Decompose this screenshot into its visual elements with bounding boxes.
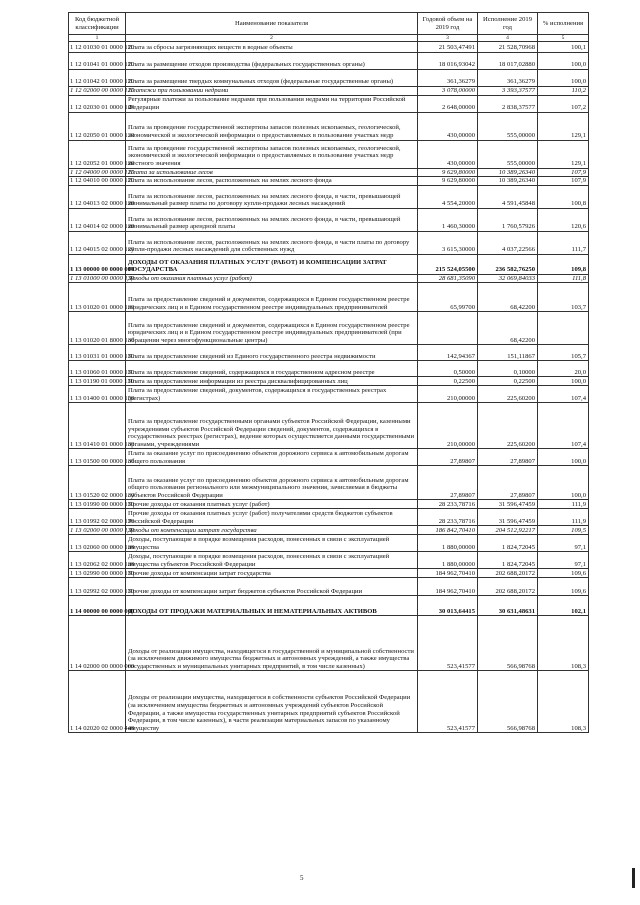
page-number: 5 <box>300 874 304 882</box>
annual-plan-cell: 2 648,00000 <box>418 95 478 112</box>
table-row <box>69 168 589 177</box>
annual-plan-cell: 1 460,30000 <box>418 208 478 231</box>
table-row <box>69 535 589 552</box>
indicator-name-cell: Плата за проведение государственной экспертизы запасов полезных ископаемых, геологической, экономической и экологической информации о предоставляемых в пользование участках недр <box>126 112 418 140</box>
column-index: 4 <box>478 35 538 42</box>
annual-plan-cell: 210,00000 <box>418 386 478 403</box>
annual-plan-cell: 1 880,00000 <box>418 552 478 569</box>
execution-cell: 31 596,47459 <box>478 509 538 526</box>
table-row <box>69 526 589 535</box>
indicator-name-cell: ДОХОДЫ ОТ ОКАЗАНИЯ ПЛАТНЫХ УСЛУГ (РАБОТ) И КОМПЕНСАЦИИ ЗАТРАТ ГОСУДАРСТВА <box>126 254 418 274</box>
budget-code-cell: 1 13 01031 01 0000 130 <box>69 345 126 361</box>
budget-code-cell: 1 13 01060 01 0000 130 <box>69 361 126 377</box>
annual-plan-cell: 28 233,78716 <box>418 500 478 509</box>
table-row <box>69 312 589 345</box>
table-row <box>69 466 589 500</box>
indicator-name-cell: Плата за размещение твердых коммунальных отходов (федеральные государственные органы) <box>126 70 418 87</box>
annual-plan-cell: 4 554,20000 <box>418 185 478 208</box>
execution-percent-cell <box>538 312 589 345</box>
table-row <box>69 112 589 140</box>
execution-cell: 361,36279 <box>478 70 538 87</box>
column-index: 5 <box>538 35 589 42</box>
execution-cell: 18 017,02880 <box>478 53 538 70</box>
execution-cell: 151,11867 <box>478 345 538 361</box>
budget-code-cell: 1 13 01000 00 0000 130 <box>70 274 135 282</box>
execution-percent-cell: 111,8 <box>538 274 589 283</box>
execution-percent-cell: 129,1 <box>538 112 589 140</box>
budget-code-cell: 1 13 02062 02 0000 130 <box>69 552 126 569</box>
execution-cell: 1 824,72045 <box>478 552 538 569</box>
annual-plan-cell: 18 016,93042 <box>418 53 478 70</box>
table-row <box>69 70 589 87</box>
scan-edge-mark <box>632 868 635 888</box>
annual-plan-cell: 142,94367 <box>418 345 478 361</box>
table-row <box>69 53 589 70</box>
execution-percent-cell: 108,3 <box>538 671 589 733</box>
execution-cell: 0,10000 <box>478 361 538 377</box>
budget-code-cell: 1 14 00000 00 0000 000 <box>69 596 126 616</box>
execution-cell: 555,00000 <box>478 112 538 140</box>
indicator-name-cell: Платежи при пользовании недрами <box>126 87 418 96</box>
execution-percent-cell: 109,6 <box>538 569 589 578</box>
budget-code-cell: 1 12 02000 00 0000 120 <box>70 87 135 94</box>
execution-cell: 202 688,20172 <box>478 578 538 596</box>
execution-percent-cell: 97,1 <box>538 552 589 569</box>
execution-cell: 236 582,76250 <box>478 254 538 274</box>
budget-code-cell: 1 13 01020 01 0000 130 <box>69 283 126 312</box>
table-row <box>69 596 589 616</box>
annual-plan-cell: 186 842,70410 <box>418 526 478 535</box>
table-row <box>69 140 589 168</box>
indicator-name-cell: Доходы, поступающие в порядке возмещения расходов, понесенных в связи с эксплуатацией имущества субъектов Российской Федерации <box>126 552 418 569</box>
execution-percent-cell: 111,9 <box>538 509 589 526</box>
annual-plan-cell: 430,00000 <box>418 112 478 140</box>
table-row <box>69 231 589 254</box>
indicator-name-cell: Плата за размещение отходов производства (федеральных государственных органы) <box>126 53 418 70</box>
execution-cell: 1 824,72045 <box>478 535 538 552</box>
execution-percent-cell: 100,1 <box>538 42 589 53</box>
indicator-name-cell: Плата за сбросы загрязняющих веществ в водные объекты <box>126 42 418 53</box>
table-row <box>69 569 589 578</box>
budget-code-cell: 1 13 01520 02 0000 130 <box>69 466 126 500</box>
table-row <box>69 42 589 53</box>
budget-code-cell: 1 13 01190 01 0000 130 <box>70 377 135 385</box>
header-percent: % исполнения <box>538 13 589 35</box>
execution-percent-cell: 103,7 <box>538 283 589 312</box>
execution-percent-cell: 109,6 <box>538 578 589 596</box>
execution-cell: 27,89807 <box>478 466 538 500</box>
annual-plan-cell: 3 615,30000 <box>418 231 478 254</box>
header-fact: Исполнение 2019 год <box>478 13 538 35</box>
column-index: 3 <box>418 35 478 42</box>
budget-code-cell: 1 13 01500 00 0000 130 <box>69 449 126 466</box>
execution-percent-cell: 20,0 <box>538 361 589 377</box>
budget-code-cell: 1 12 04000 00 0000 120 <box>70 168 135 176</box>
table-row <box>69 552 589 569</box>
execution-percent-cell: 107,4 <box>538 403 589 449</box>
budget-code-cell: 1 13 01400 01 0000 130 <box>69 386 126 403</box>
budget-code-cell: 1 14 02000 00 0000 000 <box>69 616 126 671</box>
indicator-name-cell: Плата за оказание услуг по присоединению объектов дорожного сервиса к автомобильным дорогам общего пользования регионального или межмуниципального значения, зачисляемая в бюджеты субъектов Российской Федерации <box>126 466 418 500</box>
annual-plan-cell: 27,89807 <box>418 449 478 466</box>
execution-cell: 68,42200 <box>478 283 538 312</box>
indicator-name-cell: Плата за предоставление государственными органами субъектов Российской Федерации, казенными учреждениями субъектов Российской Федерации сведений, документов, содержащихся в государственных реестрах (регистрах), ведение которых осуществляется данными государственными органами, учреждениями <box>126 403 418 449</box>
execution-cell: 225,60200 <box>478 386 538 403</box>
annual-plan-cell: 430,00000 <box>418 140 478 168</box>
budget-code-cell: 1 13 01410 01 0000 130 <box>69 403 126 449</box>
execution-cell: 31 596,47459 <box>478 500 538 509</box>
indicator-name-cell: Доходы от оказания платных услуг (работ) <box>126 274 418 283</box>
budget-code-cell: 1 12 01041 01 0000 120 <box>69 53 126 70</box>
execution-percent-cell: 100,0 <box>538 377 589 386</box>
budget-code-cell: 1 12 04015 02 0000 120 <box>69 231 126 254</box>
execution-cell: 30 631,48631 <box>478 596 538 616</box>
header-plan: Годовой объем на 2019 год <box>418 13 478 35</box>
budget-code-cell: 1 13 02060 00 0000 130 <box>69 535 126 552</box>
execution-percent-cell: 108,3 <box>538 616 589 671</box>
execution-cell: 10 389,26340 <box>478 168 538 177</box>
budget-code-cell: 1 13 00000 00 0000 000 <box>69 254 126 274</box>
table-row <box>69 386 589 403</box>
budget-code-cell: 1 12 02030 01 0000 120 <box>69 95 126 112</box>
execution-percent-cell: 107,2 <box>538 95 589 112</box>
execution-percent-cell: 111,9 <box>538 500 589 509</box>
indicator-name-cell: Прочие доходы от компенсации затрат бюджетов субъектов Российской Федерации <box>126 578 418 596</box>
budget-code-cell: 1 14 02020 02 0000 440 <box>69 671 126 733</box>
indicator-name-cell: Плата за предоставление сведений и документов, содержащихся в Едином государственном реестре юридических лиц и в Едином государственном реестре индивидуальных предпринимателей <box>126 283 418 312</box>
execution-percent-cell: 100,0 <box>538 449 589 466</box>
table-row <box>69 500 589 509</box>
budget-code-cell: 1 12 04013 02 0000 120 <box>69 185 126 208</box>
indicator-name-cell: Плата за оказание услуг по присоединению объектов дорожного сервиса к автомобильным дорогам общего пользования <box>126 449 418 466</box>
annual-plan-cell: 28 233,78716 <box>418 509 478 526</box>
column-index: 2 <box>126 35 418 42</box>
table-row <box>69 449 589 466</box>
indicator-name-cell: Прочие доходы от оказания платных услуг (работ) получателями средств бюджетов субъектов Российской Федерации <box>126 509 418 526</box>
execution-percent-cell: 109,5 <box>538 526 589 535</box>
indicator-name-cell: Доходы, поступающие в порядке возмещения расходов, понесенных в связи с эксплуатацией имущества <box>126 535 418 552</box>
indicator-name-cell: Доходы от компенсации затрат государства <box>126 526 418 535</box>
budget-code-cell: 1 13 02000 00 0000 130 <box>70 526 135 534</box>
table-row <box>69 345 589 361</box>
budget-code-cell: 1 12 01030 01 0000 120 <box>69 42 126 53</box>
table-row <box>69 616 589 671</box>
indicator-name-cell: Плата за предоставление сведений, содержащихся в государственном адресном реестре <box>126 361 418 377</box>
indicator-name-cell: Регулярные платежи за пользование недрами при пользовании недрами на территории Российской Федерации <box>126 95 418 112</box>
execution-percent-cell: 129,1 <box>538 140 589 168</box>
execution-cell: 4 037,22566 <box>478 231 538 254</box>
indicator-name-cell: ДОХОДЫ ОТ ПРОДАЖИ МАТЕРИАЛЬНЫХ И НЕМАТЕРИАЛЬНЫХ АКТИВОВ <box>126 596 418 616</box>
header-code: Код бюджетной классификации <box>69 13 126 35</box>
annual-plan-cell: 21 503,47491 <box>418 42 478 53</box>
indicator-name-cell: Плата за использование лесов, расположенных на землях лесного фонда, в части, превышающей минимальный размер платы по договору купли-продажи лесных насаждений <box>126 185 418 208</box>
table-row <box>69 361 589 377</box>
execution-cell: 1 760,57926 <box>478 208 538 231</box>
execution-percent-cell: 107,9 <box>538 177 589 186</box>
execution-cell: 10 389,26340 <box>478 177 538 186</box>
budget-code-cell: 1 13 02990 00 0000 130 <box>70 569 135 577</box>
annual-plan-cell: 9 629,80000 <box>418 168 478 177</box>
annual-plan-cell: 184 962,70410 <box>418 569 478 578</box>
table-row <box>69 254 589 274</box>
budget-code-cell: 1 13 01990 00 0000 130 <box>70 500 135 508</box>
table-row <box>69 95 589 112</box>
revenue-table <box>68 12 589 733</box>
annual-plan-cell: 9 629,80000 <box>418 177 478 186</box>
table-body <box>69 42 589 733</box>
table-row <box>69 671 589 733</box>
execution-percent-cell: 107,4 <box>538 386 589 403</box>
annual-plan-cell: 65,99700 <box>418 283 478 312</box>
execution-percent-cell: 100,0 <box>538 53 589 70</box>
budget-code-cell: 1 12 01042 01 0000 120 <box>69 70 126 87</box>
annual-plan-cell: 0,50000 <box>418 361 478 377</box>
execution-cell: 566,98768 <box>478 616 538 671</box>
indicator-name-cell: Плата за использование лесов, расположенных на землях лесного фонда, в части платы по договору купли-продажи лесных насаждений для собственных нужд <box>126 231 418 254</box>
indicator-name-cell: Доходы от реализации имущества, находящегося в собственности субъектов Российской Федерации (за исключением имущества бюджетных и автономных учреждений субъектов Российской Федерации, а также имущества государственных унитарных предприятий субъектов Российской Федерации, в том числе казенных), в части реализации материальных запасов по указанному имуществу <box>126 671 418 733</box>
table-header-row <box>69 13 589 35</box>
execution-percent-cell: 111,7 <box>538 231 589 254</box>
execution-percent-cell: 105,7 <box>538 345 589 361</box>
table-row <box>69 578 589 596</box>
indicator-name-cell: Доходы от реализации имущества, находящегося в государственной и муниципальной собственности (за исключением движимого имущества бюджетных и автономных учреждений, а также имущества государственных и муниципальных унитарных предприятий, в том числе казенных) <box>126 616 418 671</box>
table-row <box>69 87 589 96</box>
execution-cell: 225,60200 <box>478 403 538 449</box>
annual-plan-cell: 184 962,70410 <box>418 578 478 596</box>
annual-plan-cell: 30 013,64415 <box>418 596 478 616</box>
annual-plan-cell: 523,41577 <box>418 671 478 733</box>
execution-cell: 32 069,84033 <box>478 274 538 283</box>
table-row <box>69 208 589 231</box>
execution-cell: 204 512,92217 <box>478 526 538 535</box>
budget-code-cell: 1 12 04010 00 0000 120 <box>70 177 135 185</box>
table-row <box>69 274 589 283</box>
execution-percent-cell: 100,0 <box>538 466 589 500</box>
execution-cell: 4 591,45848 <box>478 185 538 208</box>
execution-percent-cell: 100,0 <box>538 70 589 87</box>
indicator-name-cell: Плата за использование лесов, расположенных на землях лесного фонда, в части, превышающей минимальный размер арендной платы <box>126 208 418 231</box>
table-row <box>69 377 589 386</box>
annual-plan-cell: 27,89807 <box>418 466 478 500</box>
header-name: Наименование показателя <box>126 13 418 35</box>
execution-cell: 555,00000 <box>478 140 538 168</box>
column-index-row <box>69 35 589 42</box>
annual-plan-cell: 361,36279 <box>418 70 478 87</box>
annual-plan-cell: 3 078,00000 <box>418 87 478 96</box>
budget-code-cell: 1 13 01992 02 0000 130 <box>69 509 126 526</box>
annual-plan-cell: 210,00000 <box>418 403 478 449</box>
revenue-table-sheet <box>68 12 588 733</box>
budget-code-cell: 1 12 02052 01 0000 120 <box>69 140 126 168</box>
execution-percent-cell: 97,1 <box>538 535 589 552</box>
indicator-name-cell: Плата за использование лесов <box>126 168 418 177</box>
indicator-name-cell: Плата за предоставление сведений, документов, содержащихся в государственных реестрах (регистрах) <box>126 386 418 403</box>
budget-code-cell: 1 12 02050 01 0000 120 <box>69 112 126 140</box>
execution-percent-cell: 110,2 <box>538 87 589 96</box>
annual-plan-cell: 215 524,05500 <box>418 254 478 274</box>
indicator-name-cell: Плата за предоставление сведений из Единого государственного реестра недвижимости <box>126 345 418 361</box>
execution-cell: 566,98768 <box>478 671 538 733</box>
annual-plan-cell: 0,22500 <box>418 377 478 386</box>
execution-cell: 0,22500 <box>478 377 538 386</box>
execution-percent-cell: 100,8 <box>538 185 589 208</box>
execution-percent-cell: 109,8 <box>538 254 589 274</box>
table-row <box>69 177 589 186</box>
execution-cell: 2 838,37577 <box>478 95 538 112</box>
execution-percent-cell: 120,6 <box>538 208 589 231</box>
indicator-name-cell: Плата за использование лесов, расположенных на землях лесного фонда <box>126 177 418 186</box>
indicator-name-cell: Прочие доходы от оказания платных услуг (работ) <box>126 500 418 509</box>
budget-code-cell: 1 12 04014 02 0000 120 <box>69 208 126 231</box>
annual-plan-cell <box>418 312 478 345</box>
budget-code-cell: 1 13 01020 01 8000 130 <box>69 312 126 345</box>
annual-plan-cell: 1 880,00000 <box>418 535 478 552</box>
indicator-name-cell: Плата за проведение государственной экспертизы запасов полезных ископаемых, геологической, экономической и экологической информации о предоставляемых в пользование участках недр местного значения <box>126 140 418 168</box>
table-row <box>69 403 589 449</box>
table-row <box>69 509 589 526</box>
execution-percent-cell: 102,1 <box>538 596 589 616</box>
annual-plan-cell: 523,41577 <box>418 616 478 671</box>
table-row <box>69 185 589 208</box>
indicator-name-cell: Плата за предоставление сведений и документов, содержащихся в Едином государственном реестре юридических лиц и в Едином государственном реестре индивидуальных предпринимателей (при обращении через многофункциональные центры) <box>126 312 418 345</box>
execution-cell: 3 393,37577 <box>478 87 538 96</box>
budget-code-cell: 1 13 02992 02 0000 130 <box>69 578 126 596</box>
execution-cell: 68,42200 <box>478 312 538 345</box>
execution-cell: 21 528,70968 <box>478 42 538 53</box>
execution-percent-cell: 107,9 <box>538 168 589 177</box>
indicator-name-cell: Плата за предоставление информации из реестра дисквалифицированных лиц <box>126 377 418 386</box>
annual-plan-cell: 28 681,35090 <box>418 274 478 283</box>
column-index: 1 <box>69 35 126 42</box>
execution-cell: 202 688,20172 <box>478 569 538 578</box>
table-row <box>69 283 589 312</box>
indicator-name-cell: Прочие доходы от компенсации затрат государства <box>126 569 418 578</box>
execution-cell: 27,89807 <box>478 449 538 466</box>
